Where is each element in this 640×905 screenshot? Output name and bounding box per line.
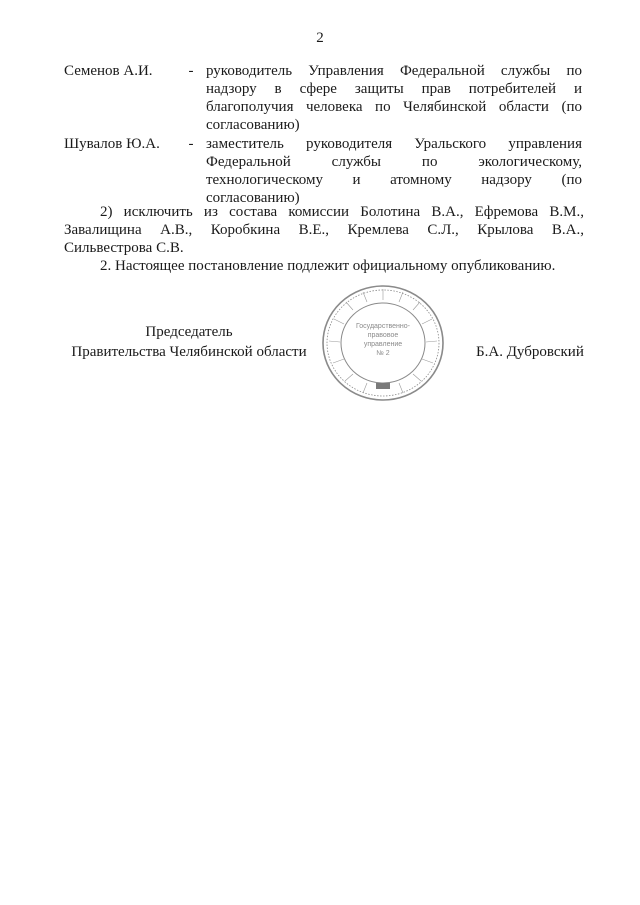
seal-center-text: правовое — [367, 332, 399, 339]
seal-center-text: № 2 — [376, 350, 390, 357]
member-dash: - — [188, 63, 194, 79]
publication-paragraph — [64, 257, 584, 275]
seal-center-text: Государственно- — [355, 323, 411, 330]
signatory-name: Б.А. Дубровский — [476, 344, 584, 360]
member-name: Шувалов Ю.А. — [64, 136, 160, 152]
member-role-line: заместитель руководителя Уральского управления — [206, 136, 582, 152]
official-seal — [318, 283, 448, 403]
member-role-line: благополучия человека по Челябинской области (по — [206, 99, 582, 115]
paragraph-line: Завалищина А.В., Коробкина В.Е., Кремлева С.Л., Крылова В.А., — [64, 222, 584, 238]
seal-emblem-mark — [376, 383, 390, 389]
member-role-line: согласованию) — [206, 190, 300, 206]
signature-title-line: Правительства Челябинской области — [71, 344, 307, 360]
member-role-line: руководитель Управления Федеральной службы по — [206, 63, 582, 79]
member-role-line: технологическому и атомному надзору (по — [206, 172, 582, 188]
member-name: Семенов А.И. — [64, 63, 153, 79]
member-dash: - — [188, 136, 194, 152]
signature-title — [64, 322, 314, 362]
paragraph-line: 2. Настоящее постановление подлежит официальному опубликованию. — [100, 258, 556, 274]
seal-center-text: управление — [363, 341, 403, 348]
member-role-line: Федеральной службы по экологическому, — [206, 154, 582, 170]
member-role — [206, 62, 582, 134]
member-role-line: согласованию) — [206, 117, 300, 133]
page-number: 2 — [316, 30, 324, 46]
member-role — [206, 135, 582, 207]
paragraph-line: 2) исключить из состава комиссии Болотина В.А., Ефремова В.М., — [100, 204, 584, 220]
paragraph-line: Сильвестрова С.В. — [64, 240, 184, 256]
exclude-paragraph — [64, 203, 584, 257]
signature-title-line: Председатель — [145, 324, 233, 340]
member-role-line: надзору в сфере защиты прав потребителей и — [206, 81, 582, 97]
